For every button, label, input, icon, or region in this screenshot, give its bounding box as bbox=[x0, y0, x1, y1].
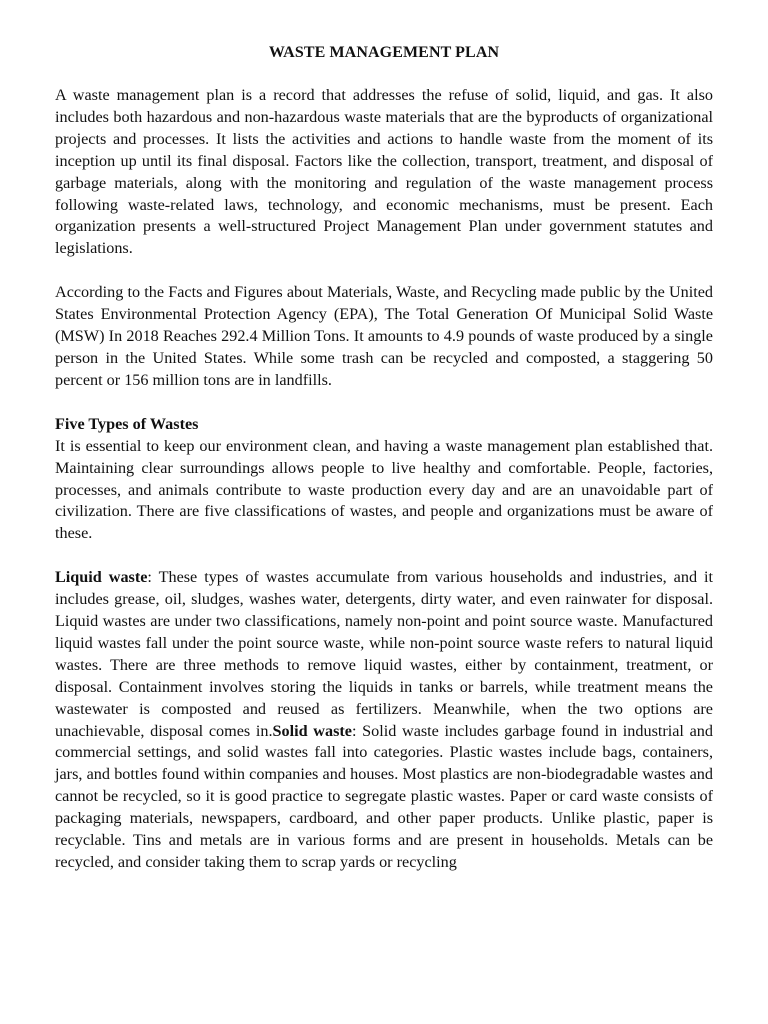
intro-paragraph: A waste management plan is a record that addresses the refuse of solid, liquid, and gas. It also includes both hazardous and non-hazardous waste materials that are the byproducts of organizational projects and processes. It lists the activities and actions to handle waste from the moment of its inception up until its final disposal. Factors like the collection, transport, treatment, and disposal of garbage materials, along with the monitoring and regulation of the waste management process following waste-related laws, technology, and economic mechanisms, must be present. Each organization presents a well-structured Project Management Plan under government statutes and legislations. bbox=[55, 86, 713, 258]
liquid-waste-label: Liquid waste bbox=[55, 568, 148, 587]
spacer bbox=[55, 260, 713, 282]
spacer bbox=[55, 392, 713, 414]
solid-waste-label: Solid waste bbox=[272, 721, 352, 740]
section-heading: Five Types of Wastes bbox=[55, 414, 199, 433]
liquid-waste-text: : These types of wastes accumulate from various households and industries, and it includes grease, oil, sludges, washes water, detergents, dirty water, and even rainwater for disposal. Liquid wastes are under two classifications, namely non-point and point source waste. Manufactured liquid wastes fall under the point source waste, while non-point source waste refers to natural liquid wastes. There are three methods to remove liquid wastes, either by containment, treatment, or disposal. Containment involves storing the liquids in tanks or barrels, while treatment means the wastewater is composted and reused as fertilizers. Meanwhile, when the two options are unachievable, disposal comes in. bbox=[55, 568, 713, 740]
document-page bbox=[55, 42, 713, 874]
spacer bbox=[55, 545, 713, 567]
page-title: WASTE MANAGEMENT PLAN bbox=[268, 44, 500, 61]
types-intro-paragraph: It is essential to keep our environment clean, and having a waste management plan established that. Maintaining clear surroundings allows people to live healthy and comfortable. People, factories, processes, and animals contribute to waste production every day and are an unavoidable part of civilization. There are five classifications of wastes, and people and organizations must be aware of these. bbox=[55, 436, 713, 543]
waste-types-paragraph bbox=[55, 567, 713, 874]
facts-paragraph: According to the Facts and Figures about Materials, Waste, and Recycling made public by the United States Environmental Protection Agency (EPA), The Total Generation Of Municipal Solid Waste (MSW) In 2018 Reaches 292.4 Million Tons. It amounts to 4.9 pounds of waste produced by a single person in the United States. While some trash can be recycled and composted, a staggering 50 percent or 156 million tons are in landfills. bbox=[55, 283, 713, 389]
solid-waste-text: : Solid waste includes garbage found in industrial and commercial settings, and solid wastes fall into categories. Plastic wastes include bags, containers, jars, and bottles found within companies and houses. Most plastics are non-biodegradable wastes and cannot be recycled, so it is good practice to segregate plastic wastes. Paper or card waste consists of packaging materials, newspapers, cardboard, and other paper products. Unlike plastic, paper is recyclable. Tins and metals are in various forms and are present in households. Metals can be recycled, and consider taking them to scrap yards or recycling bbox=[55, 721, 713, 871]
